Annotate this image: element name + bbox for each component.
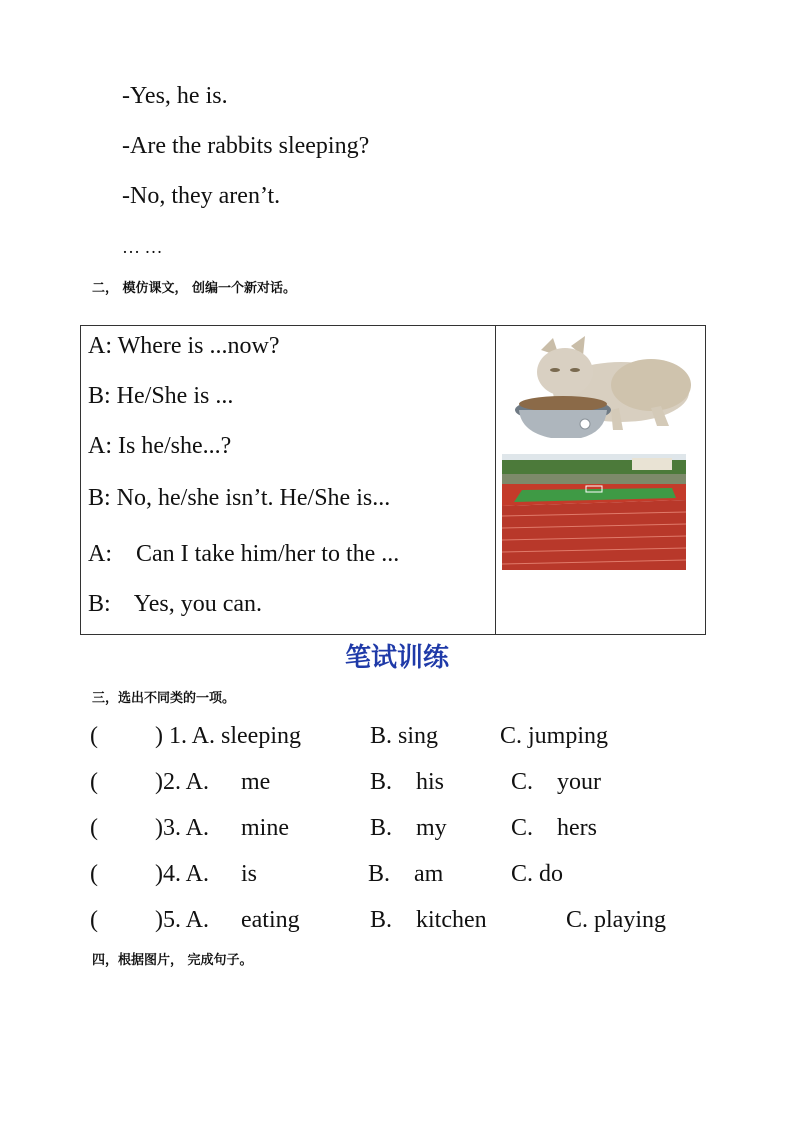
option-c: C. jumping	[500, 723, 609, 749]
question-row-3	[0, 816, 794, 846]
question-number: )4. A.	[155, 861, 209, 887]
option-c: C. your	[511, 769, 601, 795]
dialogue-ellipsis: … …	[122, 237, 163, 257]
option-b: B. my	[370, 815, 447, 841]
option-b: B. sing	[370, 723, 439, 749]
dialogue-template-table	[80, 325, 706, 635]
sports-field-image	[502, 454, 686, 570]
answer-paren: (	[90, 815, 98, 841]
dialogue-line-1: -Yes, he is.	[122, 83, 228, 109]
option-b: B. am	[368, 861, 444, 887]
table-divider	[495, 326, 496, 634]
question-number: ) 1. A. sleeping	[155, 723, 301, 749]
dialogue-line-2: -Are the rabbits sleeping?	[122, 133, 370, 159]
section4-heading: 四，根据图片， 完成句子。	[92, 953, 253, 968]
option-a: is	[241, 861, 258, 887]
section3-heading: 三，选出不同类的一项。	[92, 691, 236, 706]
table-line-5: A: Can I take him/her to the ...	[88, 541, 400, 567]
written-practice-title: 笔试训练	[344, 643, 449, 673]
table-line-6: B: Yes, you can.	[88, 591, 263, 617]
cat-eating-image	[501, 330, 697, 448]
option-a: me	[241, 769, 271, 795]
question-row-2	[0, 770, 794, 800]
table-line-4: B: No, he/she isn’t. He/She is...	[88, 485, 391, 511]
question-number: )2. A.	[155, 769, 209, 795]
table-line-2: B: He/She is ...	[88, 383, 234, 409]
answer-paren: (	[90, 907, 98, 933]
question-row-4	[0, 862, 794, 892]
option-c: C. playing	[566, 907, 666, 933]
option-b: B. kitchen	[370, 907, 487, 933]
option-a: mine	[241, 815, 289, 841]
answer-paren: (	[90, 723, 98, 749]
option-c: C. hers	[511, 815, 597, 841]
table-line-3: A: Is he/she...?	[88, 433, 232, 459]
answer-paren: (	[90, 861, 98, 887]
option-c: C. do	[511, 861, 564, 887]
answer-paren: (	[90, 769, 98, 795]
question-row-5	[0, 908, 794, 938]
option-b: B. his	[370, 769, 445, 795]
question-number: )3. A.	[155, 815, 209, 841]
option-a: eating	[241, 907, 300, 933]
dialogue-line-3: -No, they aren’t.	[122, 183, 281, 209]
question-number: )5. A.	[155, 907, 209, 933]
question-row-1	[0, 724, 794, 754]
section2-heading: 二， 模仿课文， 创编一个新对话。	[92, 281, 297, 296]
table-line-1: A: Where is ...now?	[88, 333, 280, 359]
